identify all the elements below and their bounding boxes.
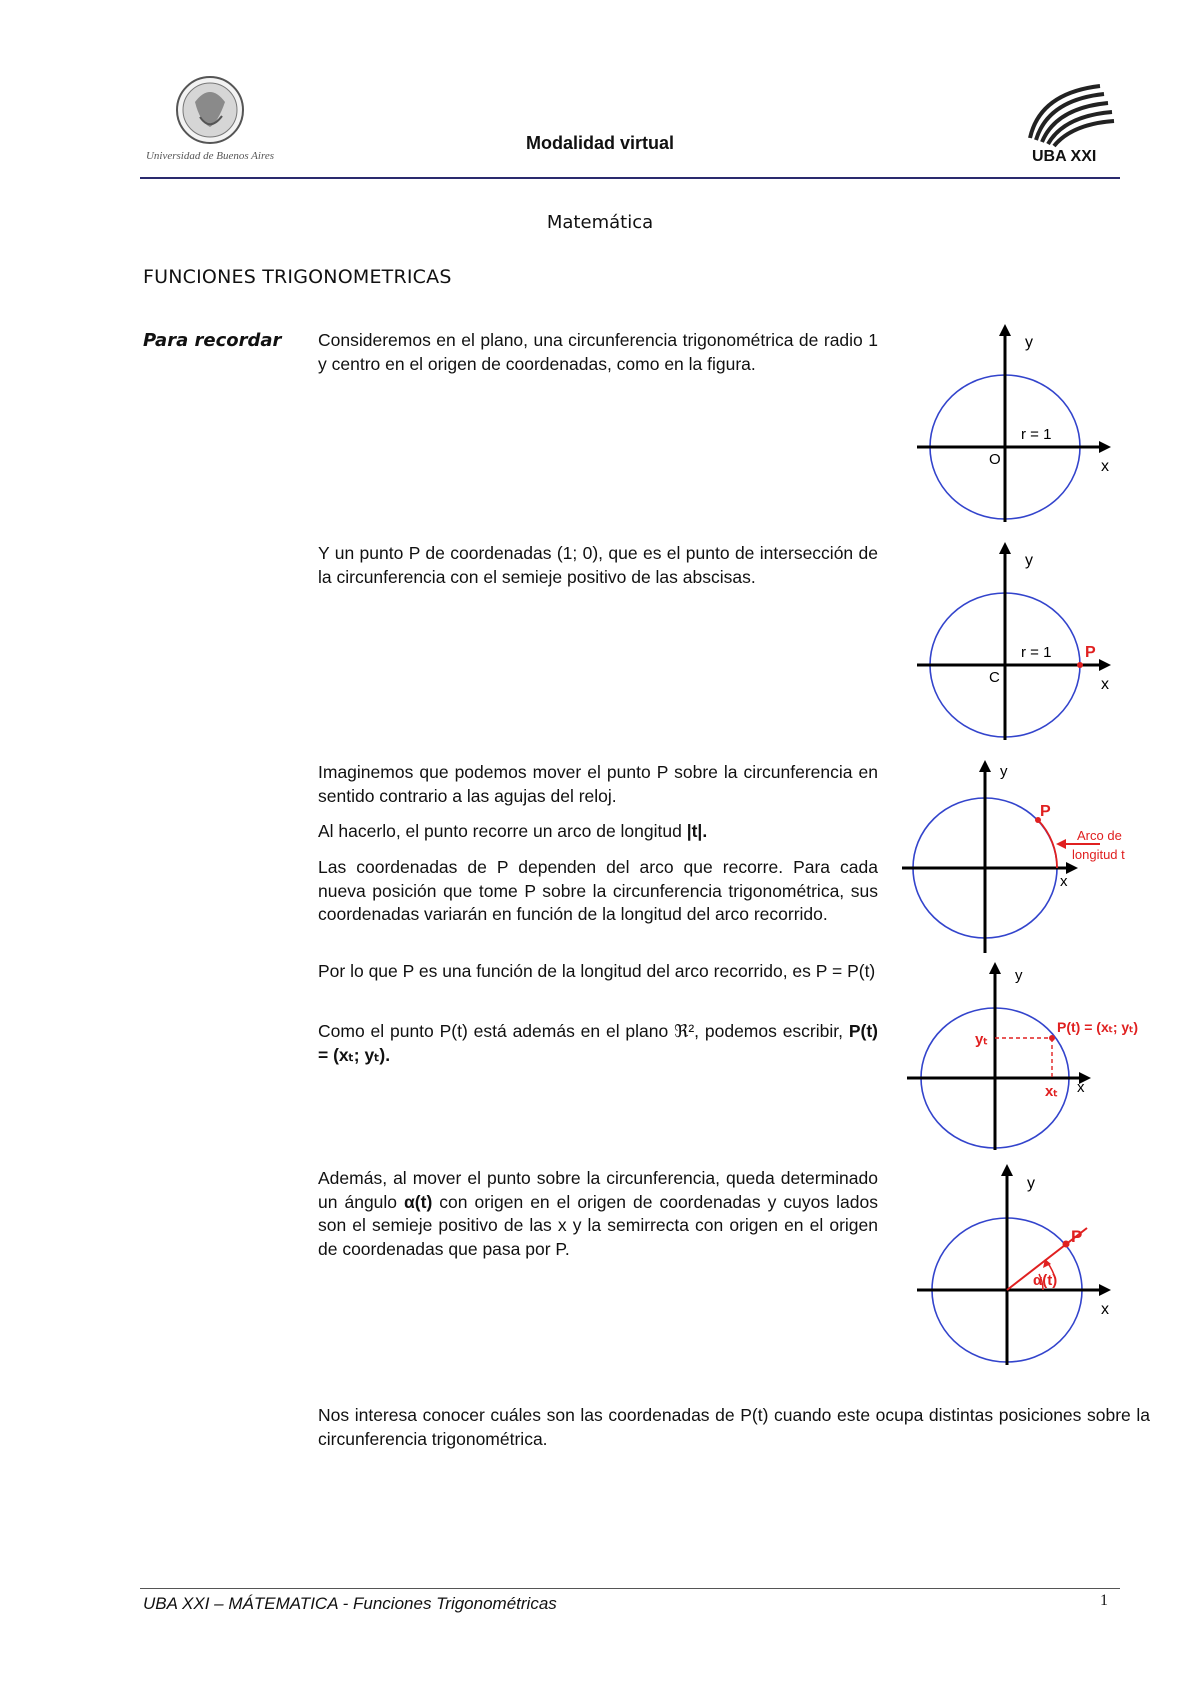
point-coordinates-label: P(t) = (xₜ; yₜ) [1057, 1019, 1138, 1035]
point-p-label: P [1071, 1227, 1083, 1246]
paragraph-8-text-b: con origen en el origen de coordenadas y cuyos lados son el semieje positivo de las x y la semirrecta con origen en el origen de coordenadas que pasa por P. [318, 1191, 878, 1259]
subject-heading: Matemática [546, 212, 654, 233]
page-number: 1 [1100, 1592, 1108, 1609]
paragraph-4 [318, 820, 878, 844]
paragraph-9: Nos interesa conocer cuáles son las coordenadas de P(t) cuando este ocupa distintas posiciones sobre la circunferencia trigonométrica. [318, 1405, 1150, 1449]
paragraph-4-text: Al hacerlo, el punto recorre un arco de longitud [318, 821, 687, 841]
x-axis-label: x [1060, 873, 1068, 890]
footer-rule [140, 1588, 1120, 1589]
figure-unit-circle [915, 322, 1115, 522]
side-label: Para recordar [143, 330, 282, 351]
paragraph-8 [318, 1167, 878, 1261]
origin-label: C [989, 669, 1000, 686]
paragraph-7-text: Como el punto P(t) está además en el plano ℜ², podemos escribir, [318, 1021, 849, 1041]
xt-label: xₜ [1045, 1083, 1058, 1100]
x-axis-label: x [1101, 676, 1109, 693]
figure-angle [915, 1160, 1115, 1370]
page-title: FUNCIONES TRIGONOMETRICAS [143, 266, 452, 288]
figure-arc-length [900, 758, 1140, 958]
x-axis-label: x [1077, 1079, 1085, 1096]
origin-label: O [989, 451, 1001, 468]
paragraph-1: Consideremos en el plano, una circunferencia trigonométrica de radio 1 y centro en el origen de coordenadas, como en la figura. [318, 330, 878, 374]
paragraph-6: Por lo que P es una función de la longitud del arco recorrido, es P = P(t) [318, 961, 876, 981]
point-p-label: P [1085, 644, 1096, 661]
figure-point-p [915, 540, 1115, 740]
yt-label: yₜ [975, 1031, 988, 1048]
radius-label: r = 1 [1021, 426, 1052, 443]
uba-seal-logo [140, 72, 280, 172]
x-axis-label: x [1101, 458, 1109, 475]
point-p-label: P [1040, 803, 1051, 820]
radius-label: r = 1 [1021, 644, 1052, 661]
logo-caption: Universidad de Buenos Aires [145, 150, 274, 162]
arc-caption-line2: longitud t [1072, 847, 1125, 862]
alpha-label: α(t) [1033, 1272, 1058, 1289]
point-coordinates: P(t) = (xₜ; yₜ). [318, 1021, 878, 1065]
x-axis-label: x [1101, 1301, 1109, 1318]
paragraph-8-text-a: Además, al mover el punto sobre la circunferencia, queda determinado un ángulo [318, 1168, 878, 1212]
figure-coordinates [905, 960, 1155, 1155]
y-axis-label: y [1015, 967, 1023, 984]
paragraph-5: Las coordenadas de P dependen del arco que recorre. Para cada nueva posición que tome P sobre la circunferencia trigonométrica, sus coordenadas variarán en función de la longitud del arco recorrido. [318, 857, 878, 924]
paragraph-2: Y un punto P de coordenadas (1; 0), que es el punto de intersección de la circunferencia con el semieje positivo de las abscisas. [318, 543, 878, 587]
y-axis-label: y [1025, 334, 1033, 351]
arc-caption-line1: Arco de [1077, 828, 1122, 843]
logo-right-label: UBA XXI [1032, 148, 1097, 165]
header-rule [140, 177, 1120, 179]
y-axis-label: y [1025, 552, 1033, 569]
angle-symbol: α(t) [404, 1191, 433, 1212]
header-modality: Modalidad virtual [525, 133, 675, 153]
paragraph-7 [318, 1020, 878, 1067]
uba-xxi-logo [1020, 78, 1120, 168]
y-axis-label: y [1027, 1175, 1035, 1192]
arc-length-symbol: |t|. [686, 821, 708, 841]
paragraph-3: Imaginemos que podemos mover el punto P sobre la circunferencia en sentido contrario a las agujas del reloj. [318, 762, 878, 806]
y-axis-label: y [1000, 763, 1008, 780]
footer-text: UBA XXI – MÁTEMATICA - Funciones Trigonométricas [143, 1594, 557, 1613]
